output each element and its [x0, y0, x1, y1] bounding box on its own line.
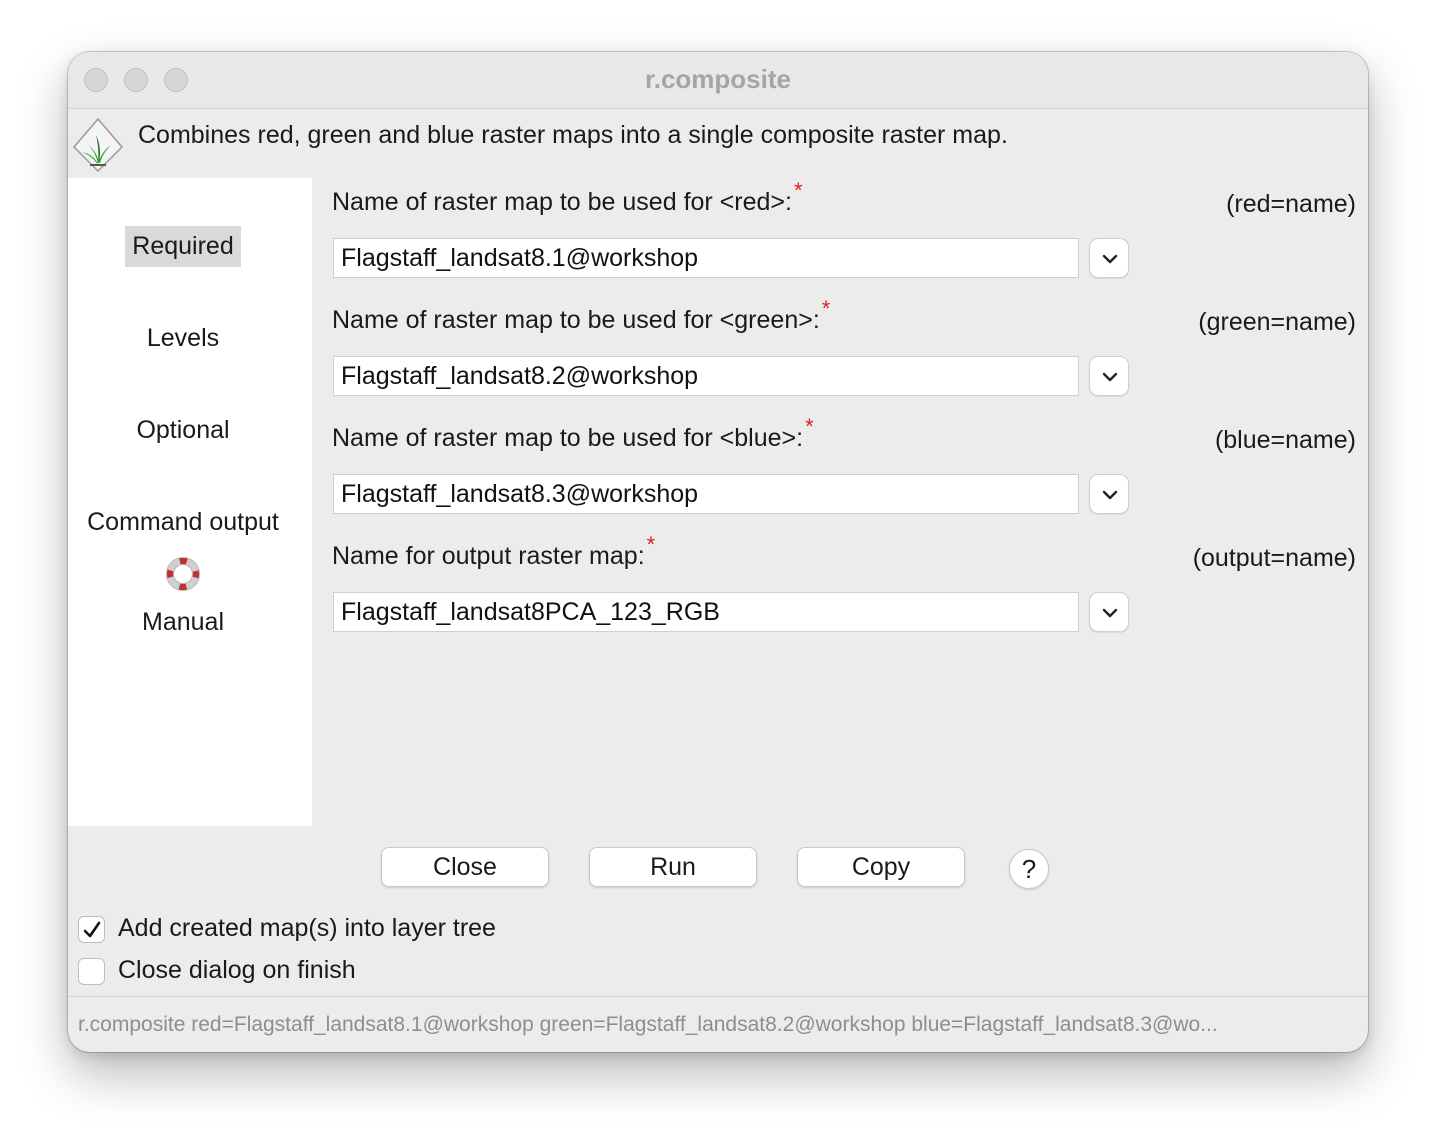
field-label-text: Name of raster map to be used for <red>:	[332, 188, 792, 216]
output-map-label	[332, 532, 656, 571]
title-bar[interactable]	[68, 52, 1368, 109]
sidebar	[68, 178, 312, 826]
field-label-text: Name of raster map to be used for <green>:	[332, 306, 820, 334]
chevron-down-icon	[1102, 370, 1118, 384]
chevron-down-icon	[1102, 252, 1118, 266]
chevron-down-icon	[1102, 606, 1118, 620]
tab-label: Manual	[142, 608, 224, 636]
close-button[interactable]: Close	[381, 847, 549, 887]
close-on-finish-checkbox[interactable]	[78, 958, 105, 985]
blue-map-label	[332, 414, 814, 453]
grass-module-icon	[72, 117, 124, 173]
green-map-label	[332, 296, 831, 335]
required-marker: *	[805, 414, 814, 439]
command-preview: r.composite red=Flagstaff_landsat8.1@workshop green=Flagstaff_landsat8.2@workshop blue=Flagstaff_landsat8.3@wo...	[78, 1013, 1218, 1036]
dialog-window	[68, 52, 1368, 1052]
tab-label: Levels	[146, 324, 220, 352]
status-bar	[68, 996, 1368, 1052]
required-marker: *	[793, 178, 803, 203]
blue-map-input[interactable]: Flagstaff_landsat8.3@workshop	[333, 474, 1079, 514]
field-label-text: Name of raster map to be used for <blue>:	[332, 424, 804, 452]
add-to-layer-tree-label: Add created map(s) into layer tree	[118, 914, 496, 942]
red-map-dropdown-button[interactable]	[1089, 238, 1129, 278]
tab-optional[interactable]	[68, 410, 298, 451]
red-map-label	[332, 178, 803, 217]
chevron-down-icon	[1102, 488, 1118, 502]
output-map-input[interactable]: Flagstaff_landsat8PCA_123_RGB	[333, 592, 1079, 632]
field-label-text: Name for output raster map:	[332, 542, 645, 570]
close-on-finish-label: Close dialog on finish	[118, 956, 356, 984]
tab-levels[interactable]	[68, 318, 298, 359]
tab-command-output[interactable]	[68, 502, 298, 543]
lifebuoy-icon	[166, 557, 200, 591]
output-param-key: (output=name)	[1192, 544, 1356, 572]
green-map-dropdown-button[interactable]	[1089, 356, 1129, 396]
tab-label: Command output	[87, 508, 279, 536]
add-to-layer-tree-checkbox[interactable]	[78, 916, 105, 943]
checkmark-icon	[82, 920, 102, 940]
blue-param-key: (blue=name)	[1214, 426, 1356, 454]
run-button[interactable]: Run	[589, 847, 757, 887]
module-header	[68, 109, 1368, 177]
output-map-dropdown-button[interactable]	[1089, 592, 1129, 632]
tab-label: Required	[125, 226, 240, 267]
required-marker: *	[821, 296, 831, 321]
red-param-key: (red=name)	[1226, 190, 1356, 218]
tab-manual[interactable]	[68, 602, 298, 643]
required-marker: *	[646, 532, 656, 557]
window-title: r.composite	[645, 64, 791, 94]
red-map-input[interactable]: Flagstaff_landsat8.1@workshop	[333, 238, 1079, 278]
tab-label: Optional	[136, 416, 230, 444]
copy-button[interactable]: Copy	[797, 847, 965, 887]
green-map-input[interactable]: Flagstaff_landsat8.2@workshop	[333, 356, 1079, 396]
green-param-key: (green=name)	[1198, 308, 1356, 336]
tab-required[interactable]	[68, 226, 298, 267]
blue-map-dropdown-button[interactable]	[1089, 474, 1129, 514]
module-description: Combines red, green and blue raster maps into a single composite raster map.	[138, 121, 1008, 149]
help-button[interactable]: ?	[1009, 849, 1049, 889]
